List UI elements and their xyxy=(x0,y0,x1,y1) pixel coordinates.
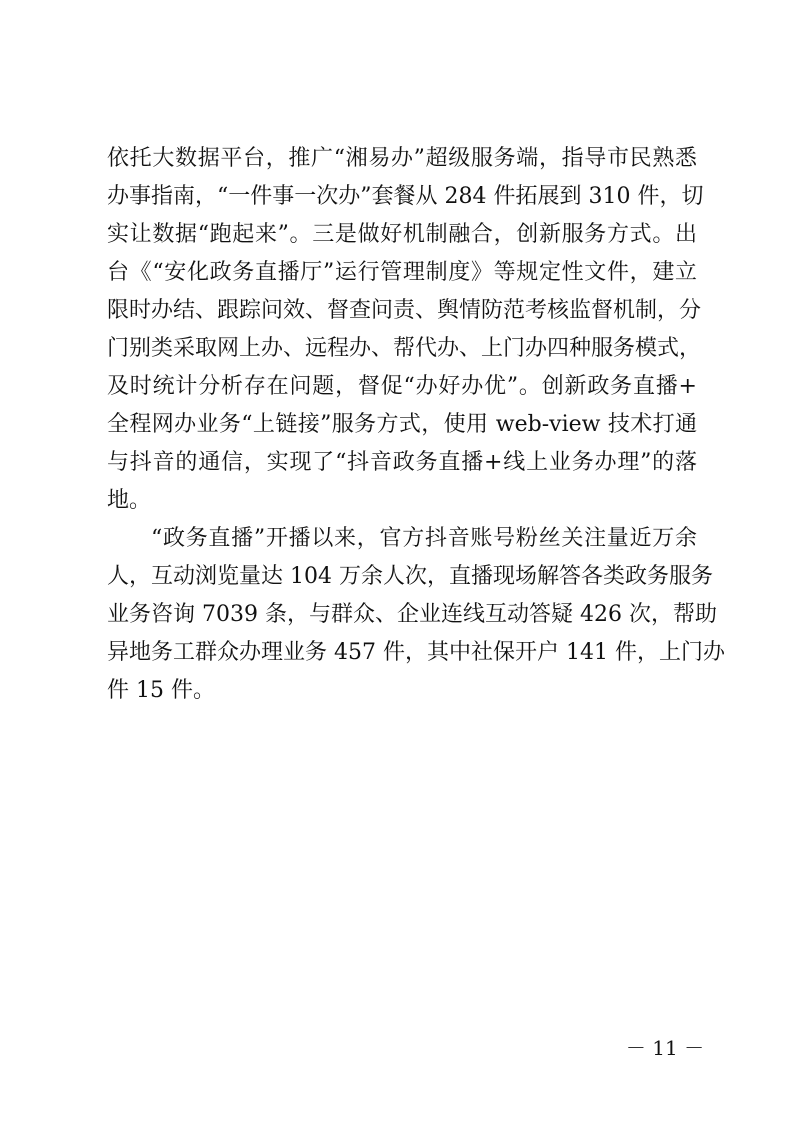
text-line: 异地务工群众办理业务 457 件，其中社保开户 141 件，上门办 xyxy=(107,640,725,665)
text-line: 全程网办业务“上链接”服务方式，使用 web-view 技术打通 xyxy=(107,412,697,437)
text-line: 台《“安化政务直播厅”运行管理制度》等规定性文件，建立 xyxy=(107,260,697,285)
paragraph-1 xyxy=(107,140,704,520)
text-line: “政务直播”开播以来，官方抖音账号粉丝关注量近万余 xyxy=(151,526,697,551)
text-line: 门别类采取网上办、远程办、帮代办、上门办四种服务模式， xyxy=(107,336,702,361)
text-line: 件 15 件。 xyxy=(107,678,215,703)
text-line: 实让数据“跑起来”。三是做好机制融合，创新服务方式。出 xyxy=(107,222,697,247)
text-line: 与抖音的通信，实现了“抖音政务直播+线上业务办理”的落 xyxy=(107,450,697,475)
body-text xyxy=(107,140,725,710)
text-line: 及时统计分析存在问题，督促“办好办优”。创新政务直播+ xyxy=(107,374,697,399)
text-line: 人，互动浏览量达 104 万余人次，直播现场解答各类政务服务 xyxy=(107,564,713,589)
page-number: － 11 － xyxy=(625,1036,705,1060)
paragraph-2 xyxy=(107,520,725,710)
text-line: 地。 xyxy=(107,488,152,513)
text-line: 办事指南，“一件事一次办”套餐从 284 件拓展到 310 件，切 xyxy=(107,184,704,209)
text-line: 限时办结、跟踪问效、督查问责、舆情防范考核监督机制，分 xyxy=(107,298,702,323)
text-line: 依托大数据平台，推广“湘易办”超级服务端，指导市民熟悉 xyxy=(107,146,697,171)
text-line: 业务咨询 7039 条，与群众、企业连线互动答疑 426 次，帮助 xyxy=(107,602,717,627)
